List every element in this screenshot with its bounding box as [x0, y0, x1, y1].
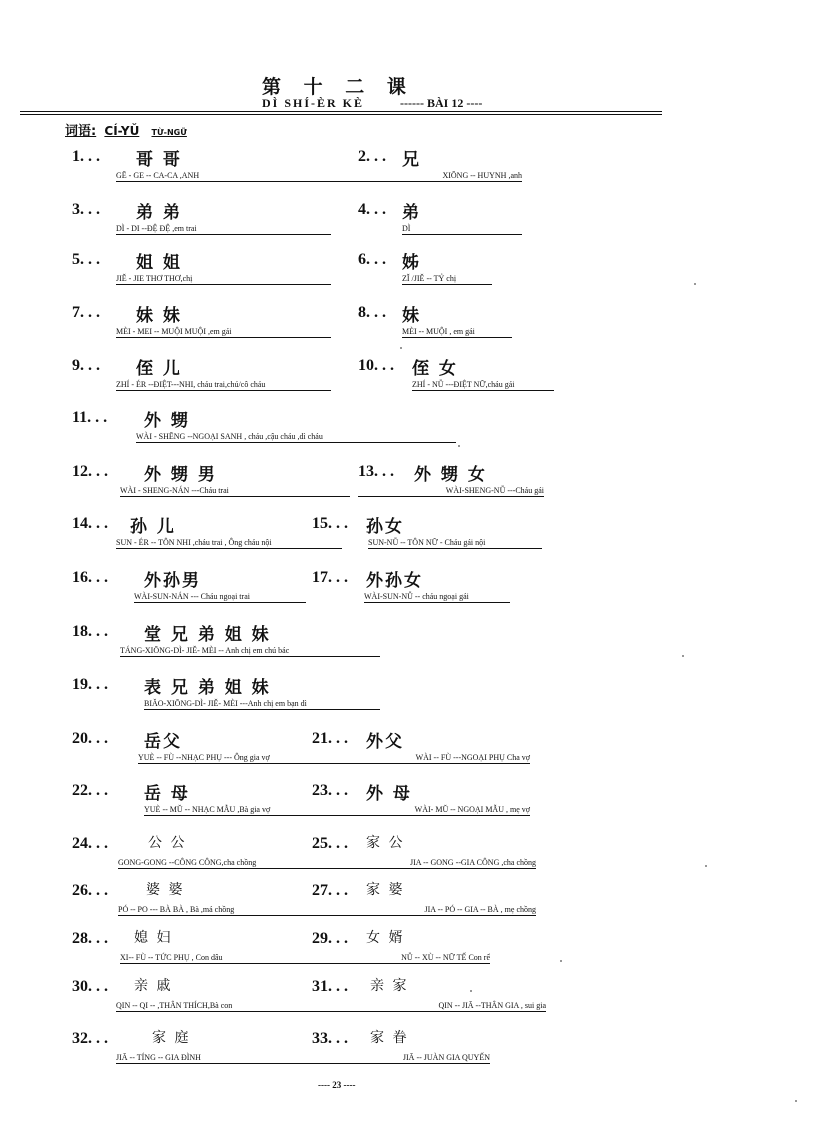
entry-chinese: 亲 家	[370, 978, 409, 994]
entry-chinese: 外 甥 女	[414, 465, 487, 485]
entry-chinese: 公 公	[148, 835, 187, 851]
entry-number: 20. . .	[72, 730, 108, 747]
scan-speck	[470, 990, 472, 992]
vocab-header-chinese: 词语:	[65, 124, 97, 139]
entry-chinese: 姊	[402, 253, 421, 273]
lesson-title-vietnamese: ------ BÀI 12 ----	[400, 96, 483, 110]
entry-gloss: SUN-NǙ -- TÔN NỮ - Cháu gái nội	[368, 538, 542, 549]
entry-chinese: 家 庭	[152, 1030, 191, 1046]
entry-number: 18. . .	[72, 623, 108, 640]
entry-gloss: WÀI-SHENG-NǙ ---Cháu gái	[358, 486, 544, 497]
entry-gloss: WÀI - SHENG-NÁN ---Cháu trai	[120, 486, 350, 497]
entry-gloss: ZHÍ - NǙ ---ĐIỆT NỮ,cháu gái	[412, 380, 554, 391]
vocabulary-header	[65, 120, 187, 139]
entry-chinese: 外 甥	[144, 411, 190, 431]
entry-gloss: JIA -- GONG --GIA CÔNG ,cha chồng	[312, 858, 536, 869]
entry-gloss: DÌ - DI --ĐỆ ĐỆ ,em trai	[116, 224, 331, 235]
entry-chinese: 弟	[402, 203, 421, 223]
scan-speck	[694, 283, 696, 285]
entry-gloss: XIŌNG -- HUYNH ,anh	[308, 171, 522, 182]
entry-chinese: 亲 戚	[134, 978, 173, 994]
lesson-title-line	[262, 96, 482, 111]
entry-chinese: 侄 儿	[136, 359, 182, 379]
entry-chinese: 外孙女	[366, 571, 423, 591]
entry-number: 19. . .	[72, 676, 108, 693]
entry-number: 21. . .	[312, 730, 348, 747]
entry-chinese: 孙女	[366, 517, 404, 537]
entry-number: 23. . .	[312, 782, 348, 799]
entry-chinese: 家 眷	[370, 1030, 409, 1046]
entry-chinese: 兄	[402, 150, 421, 170]
entry-number: 33. . .	[312, 1030, 348, 1047]
entry-number: 15. . .	[312, 515, 348, 532]
entry-chinese: 姐 姐	[136, 253, 182, 273]
lesson-title-chinese: 第 十 二 课	[262, 76, 414, 98]
entry-gloss: YUÈ -- MǓ -- NHẠC MẪU ,Bà gia vợ	[144, 805, 310, 816]
scan-speck	[400, 347, 402, 349]
entry-gloss: WÀI- MǓ -- NGOẠI MẪU , mẹ vợ	[300, 805, 530, 816]
entry-gloss: XI-- FÙ -- TỨC PHỤ , Con dâu	[120, 953, 338, 964]
entry-gloss: ZǏ /JIĚ -- TỶ chị	[402, 274, 492, 285]
entry-number: 26. . .	[72, 882, 108, 899]
entry-chinese: 外 甥 男	[144, 465, 217, 485]
entry-chinese: 家 婆	[366, 882, 405, 898]
entry-number: 8. . .	[358, 304, 386, 321]
scan-speck	[560, 960, 562, 962]
entry-number: 16. . .	[72, 569, 108, 586]
entry-number: 12. . .	[72, 463, 108, 480]
entry-gloss: JIĀ -- TÍNG -- GIA ĐÌNH	[116, 1053, 312, 1064]
entry-number: 1. . .	[72, 148, 100, 165]
entry-gloss: BIǍO-XIŌNG-DÌ- JIĚ- MÈI ---Anh chị em bạn dì	[144, 699, 380, 710]
entry-chinese: 堂 兄 弟 姐 妹	[144, 625, 271, 645]
entry-gloss: WÀI-SUN-NǙ -- cháu ngoại gái	[364, 592, 510, 603]
entry-gloss: MÈI -- MUỘI , em gái	[402, 327, 512, 338]
entry-number: 11. . .	[72, 409, 108, 426]
entry-number: 13. . .	[358, 463, 394, 480]
entry-chinese: 表 兄 弟 姐 妹	[144, 678, 271, 698]
entry-gloss: NǙ -- XÙ -- NỮ TẾ Con rể	[304, 953, 490, 964]
header-rule-bottom	[20, 114, 662, 115]
entry-number: 24. . .	[72, 835, 108, 852]
entry-number: 29. . .	[312, 930, 348, 947]
entry-chinese: 孙 儿	[130, 517, 176, 537]
entry-chinese: 家 公	[366, 835, 405, 851]
entry-gloss: GONG-GONG --CÔNG CÔNG,cha chồng	[118, 858, 342, 869]
entry-number: 7. . .	[72, 304, 100, 321]
scan-speck	[705, 865, 707, 867]
entry-gloss: SUN - ÉR -- TÔN NHI ,cháu trai , Ông cháu nội	[116, 538, 342, 549]
entry-chinese: 岳 母	[144, 784, 190, 804]
entry-gloss: DÌ	[402, 224, 522, 235]
entry-number: 25. . .	[312, 835, 348, 852]
entry-gloss: WÀI - SHĒNG --NGOẠI SANH , cháu ,cậu cháu ,dì cháu	[136, 432, 456, 443]
entry-gloss: QIN -- JIĀ --THÂN GIA , sui gia	[312, 1001, 546, 1012]
entry-gloss: WÀI-SUN-NÁN --- Cháu ngoại trai	[134, 592, 306, 603]
scan-speck	[795, 1100, 797, 1102]
entry-chinese: 外孙男	[144, 571, 201, 591]
entry-number: 2. . .	[358, 148, 386, 165]
entry-number: 30. . .	[72, 978, 108, 995]
entry-gloss: YUÈ -- FÙ --NHẠC PHỤ --- Ông gia vợ	[138, 753, 308, 764]
vocab-header-vietnamese: TỪ-NGỮ	[151, 128, 187, 137]
scan-speck	[458, 445, 460, 447]
entry-chinese: 弟 弟	[136, 203, 182, 223]
entry-number: 17. . .	[312, 569, 348, 586]
entry-chinese: 女 婿	[366, 930, 405, 946]
entry-gloss: PÓ -- PO --- BÀ BÀ , Bà ,má chồng	[118, 905, 342, 916]
entry-gloss: GĒ - GE -- CA-CA ,ANH	[116, 171, 331, 182]
entry-number: 14. . .	[72, 515, 108, 532]
entry-chinese: 侄 女	[412, 359, 458, 379]
entry-gloss: MÈI - MEI -- MUỘI MUỘI ,em gái	[116, 327, 331, 338]
entry-number: 6. . .	[358, 251, 386, 268]
page-number: ---- 23 ----	[318, 1080, 356, 1090]
entry-number: 27. . .	[312, 882, 348, 899]
entry-gloss: WÀI -- FÙ ---NGOẠI PHỤ Cha vợ	[300, 753, 530, 764]
entry-chinese: 外 母	[366, 784, 412, 804]
header-rule-top	[20, 111, 662, 112]
entry-number: 4. . .	[358, 201, 386, 218]
entry-gloss: JIĚ - JIE THƠ THƠ,chị	[116, 274, 331, 285]
entry-chinese: 婆 婆	[146, 882, 185, 898]
vocab-header-pinyin: CÍ-YǓ	[104, 124, 140, 138]
entry-number: 31. . .	[312, 978, 348, 995]
entry-chinese: 媳 妇	[134, 930, 173, 946]
entry-number: 10. . .	[358, 357, 394, 374]
entry-number: 9. . .	[72, 357, 100, 374]
entry-number: 32. . .	[72, 1030, 108, 1047]
entry-number: 3. . .	[72, 201, 100, 218]
entry-chinese: 岳父	[144, 732, 182, 752]
entry-gloss: JIA -- PÓ -- GIA -- BÀ , mẹ chồng	[312, 905, 536, 916]
entry-number: 28. . .	[72, 930, 108, 947]
entry-gloss: QIN -- QI -- ,THÂN THÍCH,Bà con	[116, 1001, 338, 1012]
lesson-title-pinyin: DÌ SHÍ-ÈR KÈ	[262, 96, 365, 110]
entry-chinese: 妹	[402, 306, 421, 326]
entry-chinese: 妹 妹	[136, 306, 182, 326]
entry-number: 5. . .	[72, 251, 100, 268]
entry-chinese: 外父	[366, 732, 404, 752]
entry-gloss: ZHÍ - ÉR --ĐIỆT---NHI, cháu trai,chú/cô cháu	[116, 380, 331, 391]
entry-chinese: 哥 哥	[136, 150, 182, 170]
scan-speck	[682, 655, 684, 657]
entry-gloss: TÁNG-XIŌNG-DÌ- JIĚ- MÈI -- Anh chị em chú bác	[120, 646, 380, 657]
entry-number: 22. . .	[72, 782, 108, 799]
entry-gloss: JIĀ -- JUÀN GIA QUYẾN	[312, 1053, 490, 1064]
